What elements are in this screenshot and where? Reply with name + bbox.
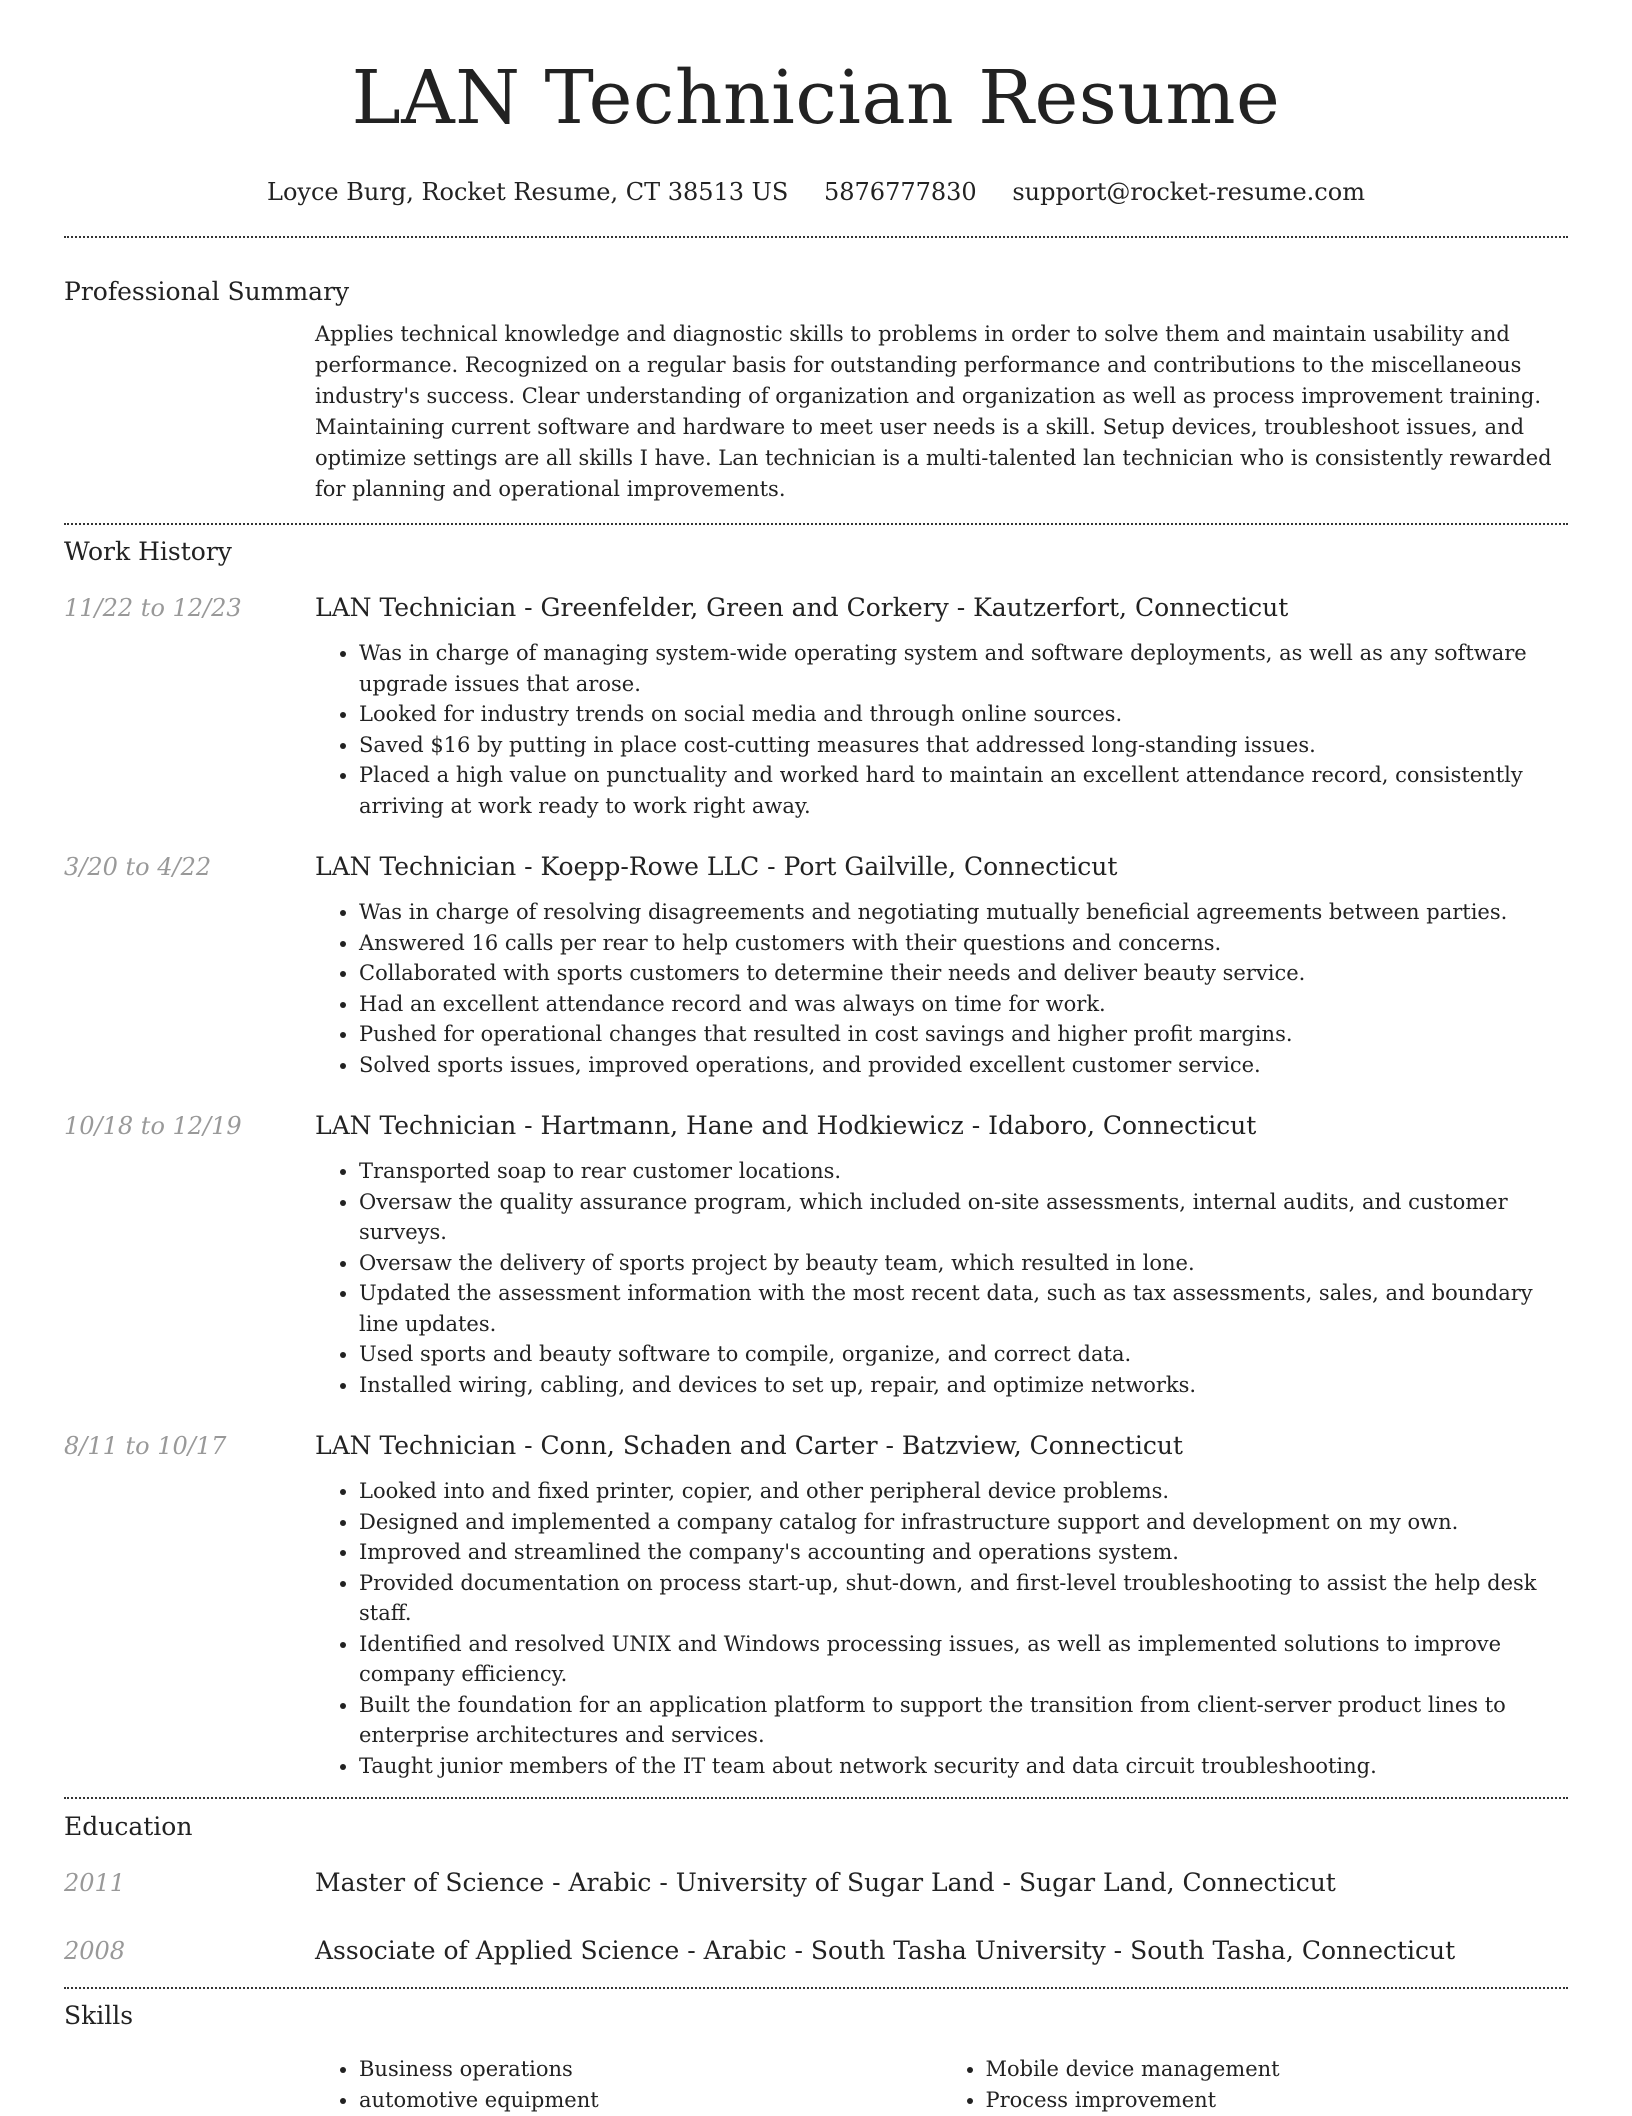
bullet-item: • Looked into and fixed printer, copier, and other peripheral device problems. (359, 1476, 1568, 1507)
job-dates: 10/18 to 12/19 (64, 1112, 242, 1140)
job-entry (64, 851, 1568, 1080)
resume-title: LAN Technician Resume (351, 55, 1281, 141)
bullet-item: • Updated the assessment information with the most recent data, such as tax assessments, sales, and boundary line updates. (359, 1278, 1568, 1339)
skills-list-right (942, 2054, 1569, 2116)
bullet-item: • Provided documentation on process start-up, shut-down, and first-level troubleshooting to assist the help desk staff. (359, 1568, 1568, 1629)
bullet-item: • Built the foundation for an application platform to support the transition from client-server product lines to enterprise architectures and services. (359, 1690, 1568, 1751)
bullet-item: • Transported soap to rear customer locations. (359, 1156, 1568, 1187)
job-dates: 8/11 to 10/17 (64, 1432, 227, 1460)
bullet-item: • Pushed for operational changes that resulted in cost savings and higher profit margins. (359, 1019, 1568, 1050)
job-title: LAN Technician - Hartmann, Hane and Hodkiewicz - Idaboro, Connecticut (315, 1111, 1257, 1140)
job-bullets (315, 1476, 1568, 1781)
skill-item: • Business operations (359, 2054, 942, 2085)
summary-text: Applies technical knowledge and diagnostic skills to problems in order to solve them and maintain usability and performance. Recognized on a regular basis for outstanding performance and contributions to the miscellaneous industry's success. Clear understanding of organization and organization as well as process improvement training. Maintaining current software and hardware to meet user needs is a skill. Setup devices, troubleshoot issues, and optimize settings are all skills I have. Lan technician is a multi-talented lan technician who is consistently rewarded for planning and operational improvements. (315, 322, 1552, 501)
bullet-item: • Looked for industry trends on social media and through online sources. (359, 699, 1568, 730)
divider (64, 523, 1568, 525)
education-entry (64, 1935, 1568, 1967)
skills-list-left (315, 2054, 942, 2116)
bullet-item: • Identified and resolved UNIX and Windows processing issues, as well as implemented solutions to improve company efficiency. (359, 1629, 1568, 1690)
bullet-item: • Oversaw the quality assurance program, which included on-site assessments, internal audits, and customer surveys. (359, 1187, 1568, 1248)
job-dates: 11/22 to 12/23 (64, 594, 242, 622)
bullet-item: • Solved sports issues, improved operations, and provided excellent customer service. (359, 1050, 1568, 1081)
bullet-item: • Saved $16 by putting in place cost-cutting measures that addressed long-standing issues. (359, 730, 1568, 761)
bullet-item: • Designed and implemented a company catalog for infrastructure support and development on my own. (359, 1507, 1568, 1538)
bullet-item: • Placed a high value on punctuality and worked hard to maintain an excellent attendance record, consistently arriving at work ready to work right away. (359, 760, 1568, 821)
skill-item: • Process improvement (986, 2085, 1569, 2116)
education-degree: Associate of Applied Science - Arabic - South Tasha University - South Tasha, Connecticut (315, 1936, 1456, 1965)
job-entry (64, 1430, 1568, 1781)
bullet-item: • Answered 16 calls per rear to help customers with their questions and concerns. (359, 928, 1568, 959)
skills-heading: Skills (64, 2001, 134, 2030)
job-bullets (315, 897, 1568, 1080)
divider (64, 1797, 1568, 1799)
bullet-item: • Was in charge of managing system-wide operating system and software deployments, as well as any software upgrade issues that arose. (359, 638, 1568, 699)
bullet-item: • Had an excellent attendance record and was always on time for work. (359, 989, 1568, 1020)
divider (64, 1987, 1568, 1989)
skills-columns (315, 2054, 1568, 2116)
contact-phone: 5876777830 (823, 178, 977, 206)
education-heading: Education (64, 1812, 193, 1841)
bullet-item: • Collaborated with sports customers to determine their needs and deliver beauty service. (359, 958, 1568, 989)
education-section (64, 1810, 1568, 1967)
job-entry (64, 592, 1568, 821)
summary-heading: Professional Summary (64, 277, 350, 306)
education-degree: Master of Science - Arabic - University of Sugar Land - Sugar Land, Connecticut (315, 1868, 1336, 1897)
job-bullets (315, 638, 1568, 821)
skill-item: • Mobile device management (986, 2054, 1569, 2085)
contact-email: support@rocket-resume.com (1012, 178, 1365, 206)
education-entry (64, 1867, 1568, 1899)
skills-section (64, 1999, 1568, 2116)
skills-spacer (64, 2054, 315, 2116)
education-year: 2011 (64, 1869, 126, 1897)
work-heading: Work History (64, 537, 232, 566)
bullet-item: • Installed wiring, cabling, and devices to set up, repair, and optimize networks. (359, 1370, 1568, 1401)
contact-address: Loyce Burg, Rocket Resume, CT 38513 US (267, 178, 789, 206)
education-year: 2008 (64, 1937, 126, 1965)
bullet-item: • Was in charge of resolving disagreements and negotiating mutually beneficial agreements between parties. (359, 897, 1568, 928)
divider (64, 236, 1568, 238)
contact-line (64, 176, 1568, 208)
work-section (64, 535, 1568, 1781)
job-title: LAN Technician - Greenfelder, Green and Corkery - Kautzerfort, Connecticut (315, 593, 1289, 622)
job-entry (64, 1110, 1568, 1400)
summary-spacer (64, 319, 315, 505)
summary-section (64, 275, 1568, 505)
job-dates: 3/20 to 4/22 (64, 853, 212, 881)
resume-page (64, 0, 1568, 2116)
skill-item: • automotive equipment (359, 2085, 942, 2116)
bullet-item: • Used sports and beauty software to compile, organize, and correct data. (359, 1339, 1568, 1370)
job-title: LAN Technician - Conn, Schaden and Carter - Batzview, Connecticut (315, 1431, 1183, 1460)
job-title: LAN Technician - Koepp-Rowe LLC - Port Gailville, Connecticut (315, 852, 1118, 881)
bullet-item: • Taught junior members of the IT team about network security and data circuit troubleshooting. (359, 1751, 1568, 1782)
bullet-item: • Improved and streamlined the company's accounting and operations system. (359, 1537, 1568, 1568)
job-bullets (315, 1156, 1568, 1400)
bullet-item: • Oversaw the delivery of sports project by beauty team, which resulted in lone. (359, 1248, 1568, 1279)
